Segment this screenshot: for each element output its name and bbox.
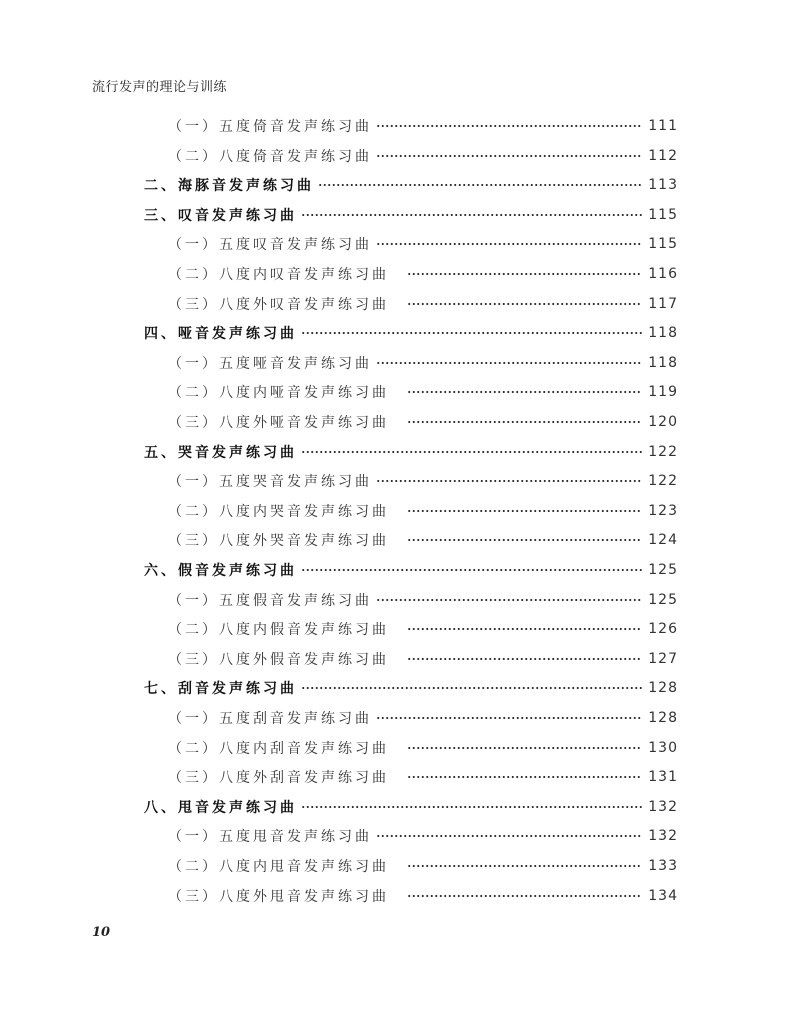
- toc-subsection-entry: [168, 851, 678, 881]
- toc-subsection-entry: [168, 496, 678, 526]
- toc-entry-title: （一）五度甩音发声练习曲: [168, 829, 372, 846]
- toc-entry-title: （三）八度外刮音发声练习曲: [168, 770, 389, 787]
- toc-section-entry: [144, 555, 678, 585]
- toc-page-number: 125: [648, 591, 678, 608]
- toc-entry-title: 七、刮音发声练习曲: [144, 681, 297, 698]
- dot-leader: [407, 865, 642, 867]
- toc-entry-title: （一）五度哑音发声练习曲: [168, 355, 372, 372]
- dot-leader: [407, 510, 642, 512]
- toc-section-entry: [144, 318, 678, 348]
- toc-page-number: 122: [648, 443, 678, 460]
- toc-entry-title: （二）八度内甩音发声练习曲: [168, 859, 389, 875]
- toc-section-entry: [144, 170, 678, 200]
- toc-page-number: 128: [648, 680, 678, 697]
- toc-entry-title: （三）八度外假音发声练习曲: [168, 651, 389, 668]
- toc-page-number: 127: [648, 650, 678, 667]
- toc-entry-title: （一）五度假音发声练习曲: [168, 592, 372, 609]
- toc-entry-title: （二）八度内哑音发声练习曲: [168, 385, 389, 402]
- dot-leader: [376, 362, 642, 364]
- dot-leader: [407, 658, 642, 660]
- dot-leader: [301, 332, 642, 334]
- dot-leader: [376, 243, 642, 245]
- toc-page-number: 112: [648, 147, 678, 164]
- dot-leader: [301, 214, 642, 216]
- toc-page-number: 117: [648, 295, 678, 312]
- toc-page-number: 118: [648, 325, 678, 342]
- dot-leader: [301, 806, 642, 808]
- toc-subsection-entry: [168, 733, 678, 763]
- toc-page-number: 128: [648, 710, 678, 726]
- page-number: 10: [92, 925, 111, 940]
- toc-page-number: 122: [648, 473, 678, 490]
- toc-entry-title: （一）五度叹音发声练习曲: [168, 237, 372, 254]
- toc-page-number: 111: [648, 118, 678, 134]
- toc-subsection-entry: [168, 141, 678, 171]
- toc-page-number: 134: [648, 887, 678, 904]
- toc-section-entry: [144, 200, 678, 230]
- toc-entry-title: 八、甩音发声练习曲: [144, 799, 297, 816]
- dot-leader: [376, 125, 642, 127]
- dot-leader: [301, 451, 642, 453]
- toc-page-number: 115: [648, 206, 678, 223]
- toc-subsection-entry: [168, 614, 678, 644]
- dot-leader: [407, 776, 642, 778]
- dot-leader: [407, 895, 642, 897]
- toc-section-entry: [144, 673, 678, 703]
- toc-page-number: 120: [648, 414, 678, 430]
- toc-subsection-entry: [168, 229, 678, 259]
- toc-entry-title: （三）八度外哭音发声练习曲: [168, 533, 389, 550]
- toc-entry-title: （二）八度内假音发声练习曲: [168, 622, 389, 639]
- toc-entry-title: 四、哑音发声练习曲: [144, 326, 297, 343]
- dot-leader: [376, 155, 642, 157]
- toc-subsection-entry: [168, 289, 678, 319]
- toc-subsection-entry: [168, 466, 678, 496]
- toc-entry-title: （一）五度倚音发声练习曲: [168, 119, 372, 135]
- toc-page-number: 131: [648, 769, 678, 786]
- toc-entry-title: （二）八度倚音发声练习曲: [168, 148, 372, 165]
- dot-leader: [301, 687, 642, 689]
- toc-subsection-entry: [168, 407, 678, 437]
- toc-page-number: 124: [648, 532, 678, 549]
- toc-page-number: 132: [648, 798, 678, 815]
- toc-entry-title: （二）八度内哭音发声练习曲: [168, 503, 389, 520]
- dot-leader: [407, 273, 642, 275]
- toc-entry-title: （三）八度外叹音发声练习曲: [168, 296, 389, 313]
- toc-entry-title: （二）八度内刮音发声练习曲: [168, 740, 389, 757]
- dot-leader: [301, 569, 642, 571]
- toc-entry-title: （一）五度哭音发声练习曲: [168, 474, 372, 491]
- dot-leader: [376, 599, 642, 601]
- toc-page-number: 125: [648, 562, 678, 578]
- dot-leader: [407, 539, 642, 541]
- toc-subsection-entry: [168, 703, 678, 733]
- dot-leader: [407, 391, 642, 393]
- dot-leader: [318, 184, 642, 186]
- toc-page-number: 116: [648, 266, 678, 282]
- toc-entry-title: 二、海豚音发声练习曲: [144, 178, 314, 195]
- toc-page-number: 113: [648, 177, 678, 194]
- toc-subsection-entry: [168, 821, 678, 851]
- toc-page-number: 119: [648, 384, 678, 401]
- toc-subsection-entry: [168, 259, 678, 289]
- dot-leader: [407, 421, 642, 423]
- toc-page-number: 123: [648, 502, 678, 519]
- toc-entry-title: （一）五度刮音发声练习曲: [168, 711, 372, 727]
- toc-entry-title: （三）八度外哑音发声练习曲: [168, 415, 389, 431]
- toc-subsection-entry: [168, 585, 678, 615]
- toc-page-number: 133: [648, 858, 678, 874]
- toc-section-entry: [144, 437, 678, 467]
- toc-subsection-entry: [168, 881, 678, 911]
- toc-page-number: 115: [648, 236, 678, 253]
- toc-subsection-entry: [168, 111, 678, 141]
- toc-entry-title: 六、假音发声练习曲: [144, 563, 297, 579]
- toc-page-number: 132: [648, 828, 678, 845]
- toc-subsection-entry: [168, 348, 678, 378]
- dot-leader: [376, 480, 642, 482]
- toc-entry-title: （三）八度外甩音发声练习曲: [168, 888, 389, 905]
- toc-entry-title: 五、哭音发声练习曲: [144, 444, 297, 461]
- toc-subsection-entry: [168, 377, 678, 407]
- toc-entry-title: 三、叹音发声练习曲: [144, 207, 297, 224]
- toc-page-number: 130: [648, 739, 678, 756]
- dot-leader: [376, 717, 642, 719]
- toc-subsection-entry: [168, 525, 678, 555]
- toc-section-entry: [144, 792, 678, 822]
- toc-page-number: 118: [648, 354, 678, 371]
- dot-leader: [407, 628, 642, 630]
- running-header: 流行发声的理论与训练: [92, 80, 228, 95]
- toc-subsection-entry: [168, 644, 678, 674]
- dot-leader: [407, 747, 642, 749]
- toc-entry-title: （二）八度内叹音发声练习曲: [168, 267, 389, 283]
- toc-subsection-entry: [168, 762, 678, 792]
- dot-leader: [407, 303, 642, 305]
- dot-leader: [376, 835, 642, 837]
- toc-page-number: 126: [648, 621, 678, 638]
